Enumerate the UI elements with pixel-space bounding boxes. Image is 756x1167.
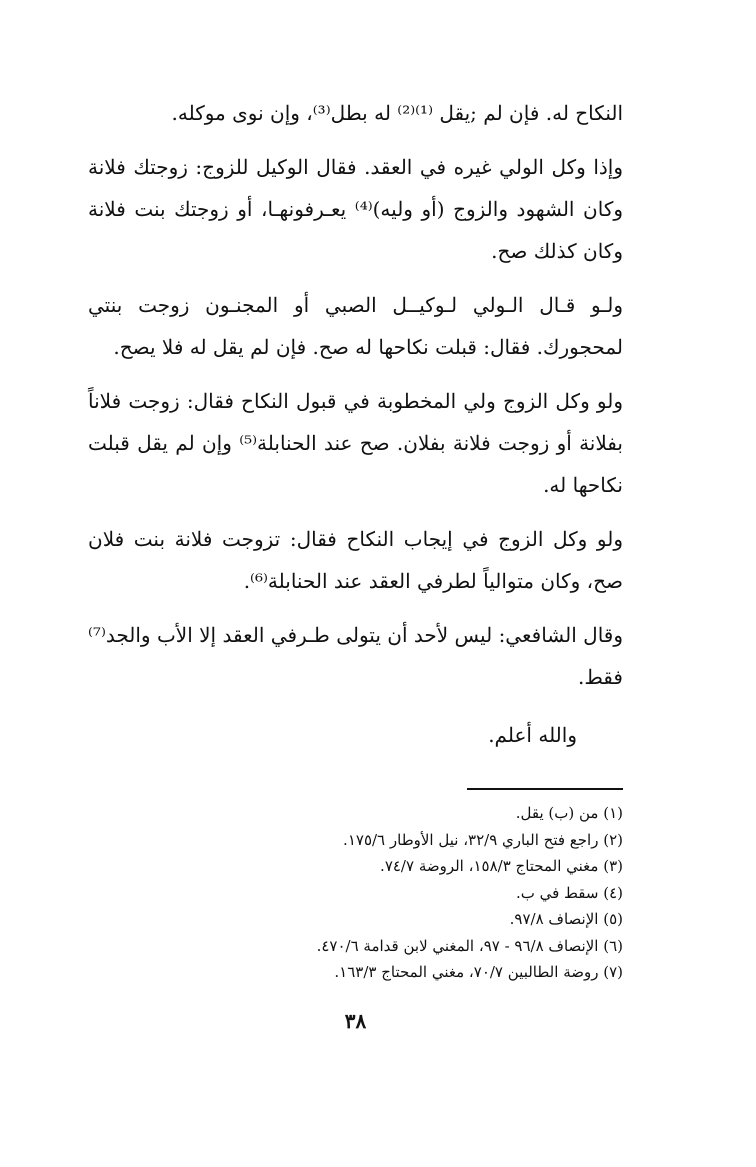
paragraph-2: وإذا وكل الولي غيره في العقد. فقال الوكيل للزوج: زوجتك فلانة وكان الشهود والزوج (أو وليه)⁽⁴⁾ يعـرفونهـا، أو زوجتك بنت فلانة وكان كذلك صح. xyxy=(88,155,623,263)
footnote-6: (٦) الإنصاف ٩٦/٨ - ٩٧، المغني لابن قدامة ٤٧٠/٦. xyxy=(316,936,623,955)
closing-line: والله أعلم. xyxy=(488,723,577,747)
footnote-1: (١) من (ب) يقل. xyxy=(515,804,623,822)
paragraph-1: النكاح له. فإن لم ;يقل ⁽¹⁾⁽²⁾ له بطل⁽³⁾، وإن نوى موكله. xyxy=(171,101,623,125)
footnote-5: (٥) الإنصاف ٩٧/٨. xyxy=(509,910,623,928)
paragraph-3: ولـو قـال الـولي لـوكيــل الصبي أو المجنـون زوجت بنتي لمحجورك. فقال: قبلت نكاحها له صح. فإن لم يقل له فلا يصح. xyxy=(88,293,623,359)
footnote-7: (٧) روضة الطالبين ٧٠/٧، مغني المحتاج ١٦٣/٣. xyxy=(334,963,623,981)
book-page xyxy=(88,88,623,1048)
paragraph-5: ولو وكل الزوج في إيجاب النكاح فقال: تزوجت فلانة بنت فلان صح، وكان متوالياً لطرفي العقد عند الحنابلة⁽⁶⁾. xyxy=(88,527,623,593)
paragraph-4: ولو وكل الزوج ولي المخطوبة في قبول النكاح فقال: زوجت فلاناً بفلانة أو زوجت فلانة بفلان. صح عند الحنابلة⁽⁵⁾ وإن لم يقل قبلت نكاحها له. xyxy=(88,389,623,497)
page-number: ٣٨ xyxy=(344,1009,367,1033)
footnote-3: (٣) مغني المحتاج ١٥٨/٣، الروضة ٧٤/٧. xyxy=(380,857,623,875)
paragraph-6: وقال الشافعي: ليس لأحد أن يتولى طـرفي العقد إلا الأب والجد⁽⁷⁾ فقط. xyxy=(88,623,623,689)
footnote-divider xyxy=(467,788,623,790)
footnotes-list xyxy=(88,800,623,986)
footnote-4: (٤) سقط في ب. xyxy=(515,883,623,902)
footnote-2: (٢) راجع فتح الباري ٣٢/٩، نيل الأوطار ١٧٥/٦. xyxy=(343,830,623,849)
main-text xyxy=(88,92,623,756)
